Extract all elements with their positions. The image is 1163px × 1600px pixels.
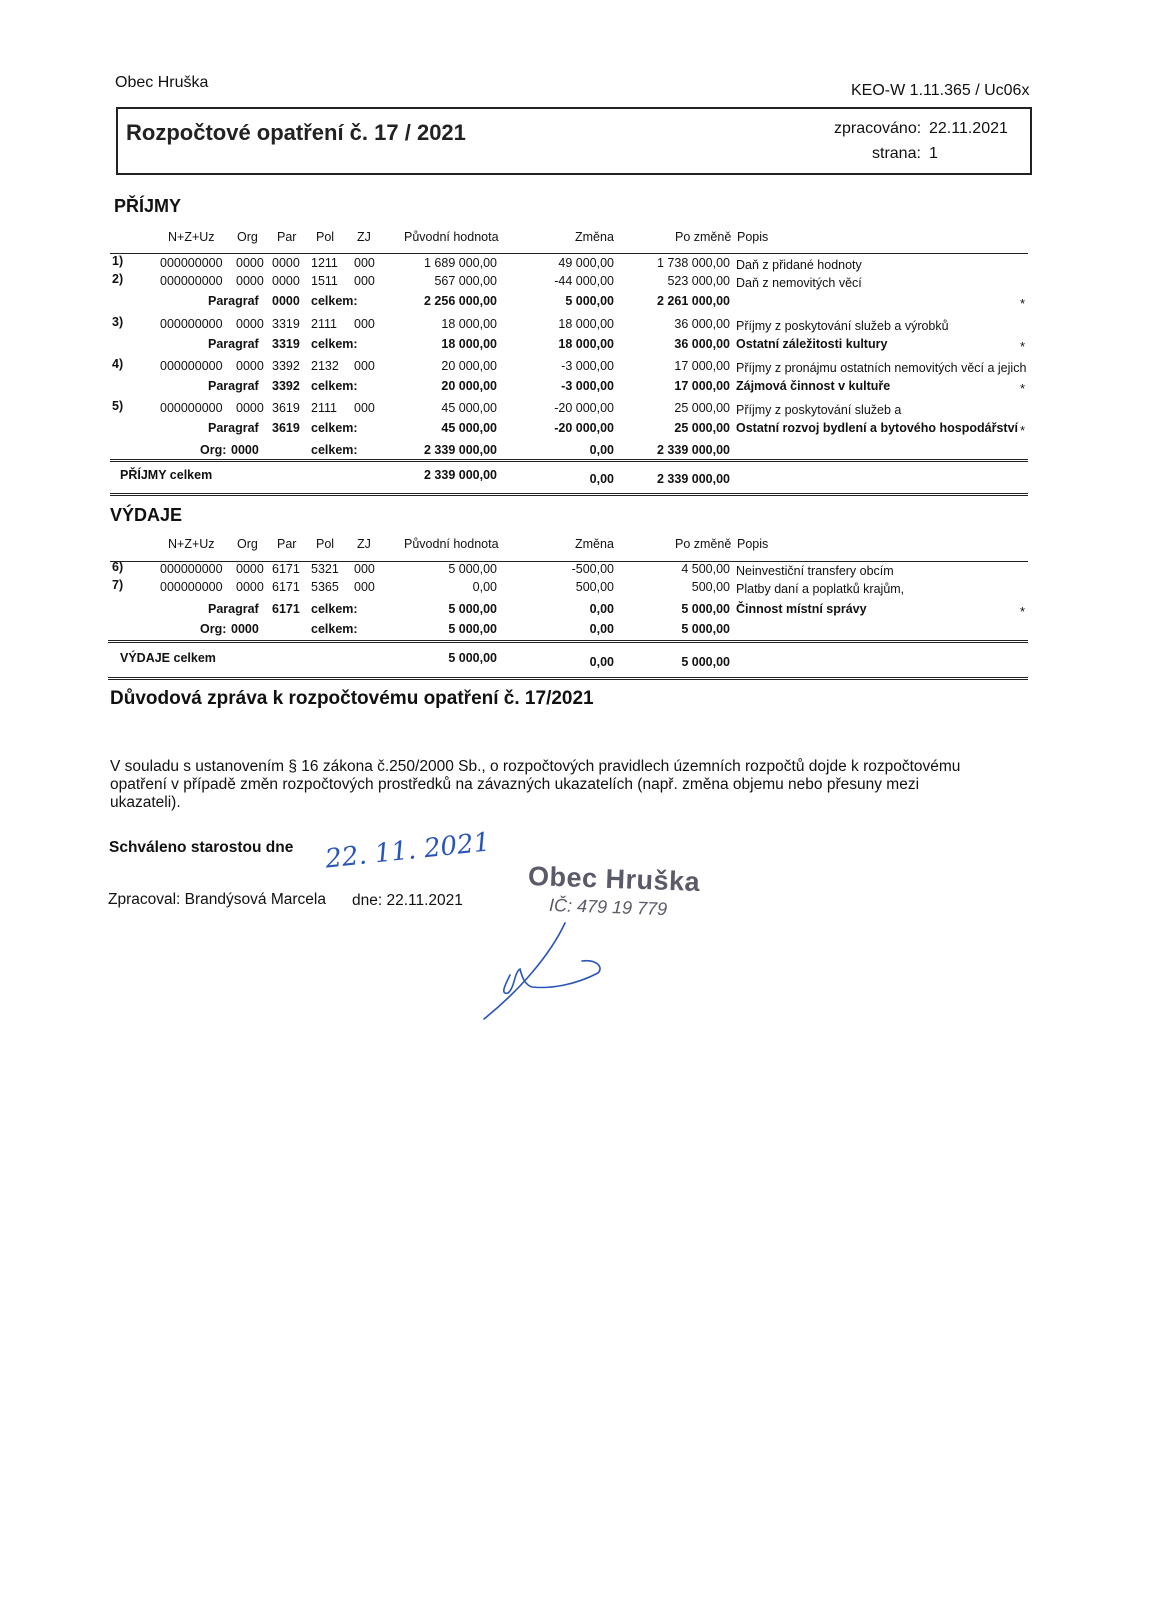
sum-after: 36 000,00 bbox=[674, 337, 730, 351]
total-orig: 5 000,00 bbox=[448, 651, 497, 665]
total-after: 2 339 000,00 bbox=[657, 472, 730, 486]
sum-orig: 20 000,00 bbox=[441, 379, 497, 393]
cell-desc: Příjmy z poskytování služeb a výrobků bbox=[736, 319, 949, 333]
cell-org: 0000 bbox=[236, 562, 264, 576]
row-number: 2) bbox=[112, 272, 124, 286]
cell-par: 6171 bbox=[272, 562, 300, 576]
sum-after: 25 000,00 bbox=[674, 421, 730, 435]
cell-orig: 45 000,00 bbox=[441, 401, 497, 415]
header-rule bbox=[110, 253, 1028, 254]
report-line: V souladu s ustanovením § 16 zákona č.250/2000 Sb., o rozpočtových pravidlech územních rozpočtů dojde k rozpočtovému bbox=[110, 758, 961, 775]
total-orig: 2 339 000,00 bbox=[424, 468, 497, 482]
cell-pol: 2111 bbox=[311, 317, 337, 331]
total-change: 0,00 bbox=[589, 472, 614, 486]
sum-change: 5 000,00 bbox=[565, 294, 614, 308]
cell-zj: 000 bbox=[354, 317, 375, 331]
row-number: 4) bbox=[112, 357, 124, 371]
sum-orig: 5 000,00 bbox=[448, 622, 497, 636]
col-nzuz: N+Z+Uz bbox=[168, 230, 215, 244]
page-number: 1 bbox=[929, 145, 938, 162]
signature bbox=[470, 915, 630, 1030]
report-line: opatření v případě změn rozpočtových prostředků na závazných ukazatelích (např. změna objemu nebo přesuny mezi bbox=[110, 776, 920, 793]
col-par: Par bbox=[277, 230, 297, 244]
cell-desc: Daň z nemovitých věcí bbox=[736, 276, 862, 290]
cell-orig: 18 000,00 bbox=[441, 317, 497, 331]
cell-org: 0000 bbox=[236, 317, 264, 331]
cell-change: -44 000,00 bbox=[554, 274, 614, 288]
sum-orig: 2 256 000,00 bbox=[424, 294, 497, 308]
cell-change: 49 000,00 bbox=[558, 256, 614, 270]
cell-zj: 000 bbox=[354, 401, 375, 415]
stamp-ico: IČ: 479 19 779 bbox=[548, 894, 668, 920]
sum-celkem: celkem: bbox=[311, 602, 358, 616]
sum-after: 2 261 000,00 bbox=[657, 294, 730, 308]
row-number: 5) bbox=[112, 399, 124, 413]
cell-par: 3319 bbox=[272, 317, 300, 331]
sum-orig: 18 000,00 bbox=[441, 337, 497, 351]
handwritten-date: 22. 11. 2021 bbox=[323, 827, 492, 875]
cell-after: 1 738 000,00 bbox=[657, 256, 730, 270]
sum-label: Paragraf bbox=[208, 337, 259, 351]
cell-nzuz: 000000000 bbox=[160, 359, 223, 373]
cell-desc: Daň z přidané hodnoty bbox=[736, 258, 862, 272]
cell-after: 523 000,00 bbox=[667, 274, 730, 288]
processed-date-footer: dne: 22.11.2021 bbox=[352, 892, 463, 909]
cell-after: 36 000,00 bbox=[674, 317, 730, 331]
page-label: strana: bbox=[872, 145, 921, 162]
report-heading: Důvodová zpráva k rozpočtovému opatření č. 17/2021 bbox=[110, 688, 594, 709]
cell-org: 0000 bbox=[236, 256, 264, 270]
cell-par: 0000 bbox=[272, 256, 300, 270]
sum-code: 0000 bbox=[272, 294, 300, 308]
cell-pol: 5365 bbox=[311, 580, 339, 594]
sum-orig: 2 339 000,00 bbox=[424, 443, 497, 457]
col-zj: ZJ bbox=[357, 230, 371, 244]
cell-zj: 000 bbox=[354, 274, 375, 288]
row-number: 1) bbox=[112, 254, 124, 268]
cell-nzuz: 000000000 bbox=[160, 562, 223, 576]
cell-par: 0000 bbox=[272, 274, 300, 288]
cell-org: 0000 bbox=[236, 580, 264, 594]
report-line: ukazateli). bbox=[110, 794, 181, 811]
processed-date: 22.11.2021 bbox=[929, 120, 1008, 137]
cell-after: 4 500,00 bbox=[681, 562, 730, 576]
sum-after: 17 000,00 bbox=[674, 379, 730, 393]
cell-orig: 0,00 bbox=[472, 580, 497, 594]
sum-code: 3319 bbox=[272, 337, 300, 351]
sum-change: -3 000,00 bbox=[561, 379, 614, 393]
cell-orig: 567 000,00 bbox=[434, 274, 497, 288]
cell-change: 18 000,00 bbox=[558, 317, 614, 331]
cell-pol: 1511 bbox=[311, 274, 338, 288]
row-number: 3) bbox=[112, 315, 124, 329]
sum-change: -20 000,00 bbox=[554, 421, 614, 435]
sum-code: 0000 bbox=[231, 443, 259, 457]
processed-label: zpracováno: bbox=[834, 120, 922, 137]
cell-pol: 5321 bbox=[311, 562, 339, 576]
col-desc: Popis bbox=[737, 230, 769, 244]
cell-nzuz: 000000000 bbox=[160, 274, 223, 288]
sum-label: Paragraf bbox=[208, 379, 259, 393]
sum-desc: Činnost místní správy bbox=[736, 602, 867, 616]
income-subtotal-rule bbox=[110, 459, 1028, 462]
col-nzuz: N+Z+Uz bbox=[168, 537, 215, 551]
sum-celkem: celkem: bbox=[311, 622, 358, 636]
cell-pol: 1211 bbox=[311, 256, 338, 270]
expense-heading: VÝDAJE bbox=[110, 505, 183, 525]
page-title: Rozpočtové opatření č. 17 / 2021 bbox=[126, 120, 466, 145]
cell-par: 3619 bbox=[272, 401, 300, 415]
stamp-name: Obec Hruška bbox=[527, 861, 701, 897]
cell-nzuz: 000000000 bbox=[160, 256, 223, 270]
sum-label: Paragraf bbox=[208, 421, 259, 435]
total-after: 5 000,00 bbox=[681, 655, 730, 669]
col-desc: Popis bbox=[737, 537, 769, 551]
star-mark: * bbox=[1020, 604, 1026, 619]
cell-after: 500,00 bbox=[691, 580, 730, 594]
sum-code: 0000 bbox=[231, 622, 259, 636]
cell-desc: Platby daní a poplatků krajům, bbox=[736, 582, 905, 596]
cell-par: 6171 bbox=[272, 580, 300, 594]
cell-nzuz: 000000000 bbox=[160, 317, 223, 331]
approval-label: Schváleno starostou dne bbox=[109, 839, 294, 856]
income-heading: PŘÍJMY bbox=[114, 196, 182, 216]
cell-org: 0000 bbox=[236, 359, 264, 373]
sum-celkem: celkem: bbox=[311, 337, 358, 351]
cell-nzuz: 000000000 bbox=[160, 580, 223, 594]
sum-celkem: celkem: bbox=[311, 379, 358, 393]
col-orig: Původní hodnota bbox=[404, 537, 499, 551]
cell-desc: Příjmy z pronájmu ostatních nemovitých věcí a jejich bbox=[736, 361, 1027, 375]
cell-pol: 2132 bbox=[311, 359, 339, 373]
cell-zj: 000 bbox=[354, 562, 375, 576]
row-number: 7) bbox=[112, 578, 124, 592]
star-mark: * bbox=[1020, 296, 1026, 311]
cell-org: 0000 bbox=[236, 274, 264, 288]
municipality-name: Obec Hruška bbox=[115, 74, 209, 91]
sum-label: Org: bbox=[200, 443, 227, 457]
col-org: Org bbox=[237, 537, 258, 551]
total-change: 0,00 bbox=[589, 655, 614, 669]
sum-orig: 45 000,00 bbox=[441, 421, 497, 435]
sum-change: 0,00 bbox=[589, 622, 614, 636]
star-mark: * bbox=[1020, 381, 1026, 396]
total-label: PŘÍJMY celkem bbox=[120, 468, 213, 482]
cell-orig: 1 689 000,00 bbox=[424, 256, 497, 270]
sum-change: 18 000,00 bbox=[558, 337, 614, 351]
row-number: 6) bbox=[112, 560, 124, 574]
col-zj: ZJ bbox=[357, 537, 371, 551]
cell-zj: 000 bbox=[354, 580, 375, 594]
cell-desc: Příjmy z poskytování služeb a bbox=[736, 403, 902, 417]
cell-zj: 000 bbox=[354, 359, 375, 373]
sum-celkem: celkem: bbox=[311, 294, 358, 308]
cell-org: 0000 bbox=[236, 401, 264, 415]
col-after: Po změně bbox=[675, 230, 732, 244]
sum-after: 2 339 000,00 bbox=[657, 443, 730, 457]
cell-change: -500,00 bbox=[571, 562, 614, 576]
col-pol: Pol bbox=[316, 537, 335, 551]
expense-subtotal-rule bbox=[108, 640, 1028, 643]
col-org: Org bbox=[237, 230, 258, 244]
star-mark: * bbox=[1020, 423, 1026, 438]
sum-label: Org: bbox=[200, 622, 227, 636]
star-mark: * bbox=[1020, 339, 1026, 354]
income-total-rule bbox=[110, 493, 1028, 496]
cell-change: -3 000,00 bbox=[561, 359, 614, 373]
cell-after: 17 000,00 bbox=[674, 359, 730, 373]
total-label: VÝDAJE celkem bbox=[120, 651, 216, 665]
sum-code: 3392 bbox=[272, 379, 300, 393]
sum-change: 0,00 bbox=[589, 443, 614, 457]
cell-pol: 2111 bbox=[311, 401, 337, 415]
cell-change: 500,00 bbox=[575, 580, 614, 594]
expense-total-rule bbox=[108, 677, 1028, 680]
col-par: Par bbox=[277, 537, 297, 551]
cell-after: 25 000,00 bbox=[674, 401, 730, 415]
cell-nzuz: 000000000 bbox=[160, 401, 223, 415]
col-after: Po změně bbox=[675, 537, 732, 551]
sum-desc: Ostatní rozvoj bydlení a bytového hospodářství bbox=[736, 421, 1018, 435]
sum-code: 3619 bbox=[272, 421, 300, 435]
sum-orig: 5 000,00 bbox=[448, 602, 497, 616]
sum-after: 5 000,00 bbox=[681, 602, 730, 616]
cell-orig: 5 000,00 bbox=[448, 562, 497, 576]
sum-celkem: celkem: bbox=[311, 443, 358, 457]
col-change: Změna bbox=[575, 537, 614, 551]
cell-par: 3392 bbox=[272, 359, 300, 373]
col-pol: Pol bbox=[316, 230, 335, 244]
system-code: KEO-W 1.11.365 / Uc06x bbox=[851, 82, 1030, 99]
sum-change: 0,00 bbox=[589, 602, 614, 616]
sum-celkem: celkem: bbox=[311, 421, 358, 435]
processed-by: Zpracoval: Brandýsová Marcela bbox=[108, 891, 326, 908]
sum-after: 5 000,00 bbox=[681, 622, 730, 636]
col-orig: Původní hodnota bbox=[404, 230, 499, 244]
col-change: Změna bbox=[575, 230, 614, 244]
cell-change: -20 000,00 bbox=[554, 401, 614, 415]
cell-orig: 20 000,00 bbox=[441, 359, 497, 373]
cell-zj: 000 bbox=[354, 256, 375, 270]
sum-desc: Ostatní záležitosti kultury bbox=[736, 337, 888, 351]
cell-desc: Neinvestiční transfery obcím bbox=[736, 564, 894, 578]
sum-label: Paragraf bbox=[208, 602, 259, 616]
sum-code: 6171 bbox=[272, 602, 300, 616]
sum-desc: Zájmová činnost v kultuře bbox=[736, 379, 891, 393]
sum-label: Paragraf bbox=[208, 294, 259, 308]
